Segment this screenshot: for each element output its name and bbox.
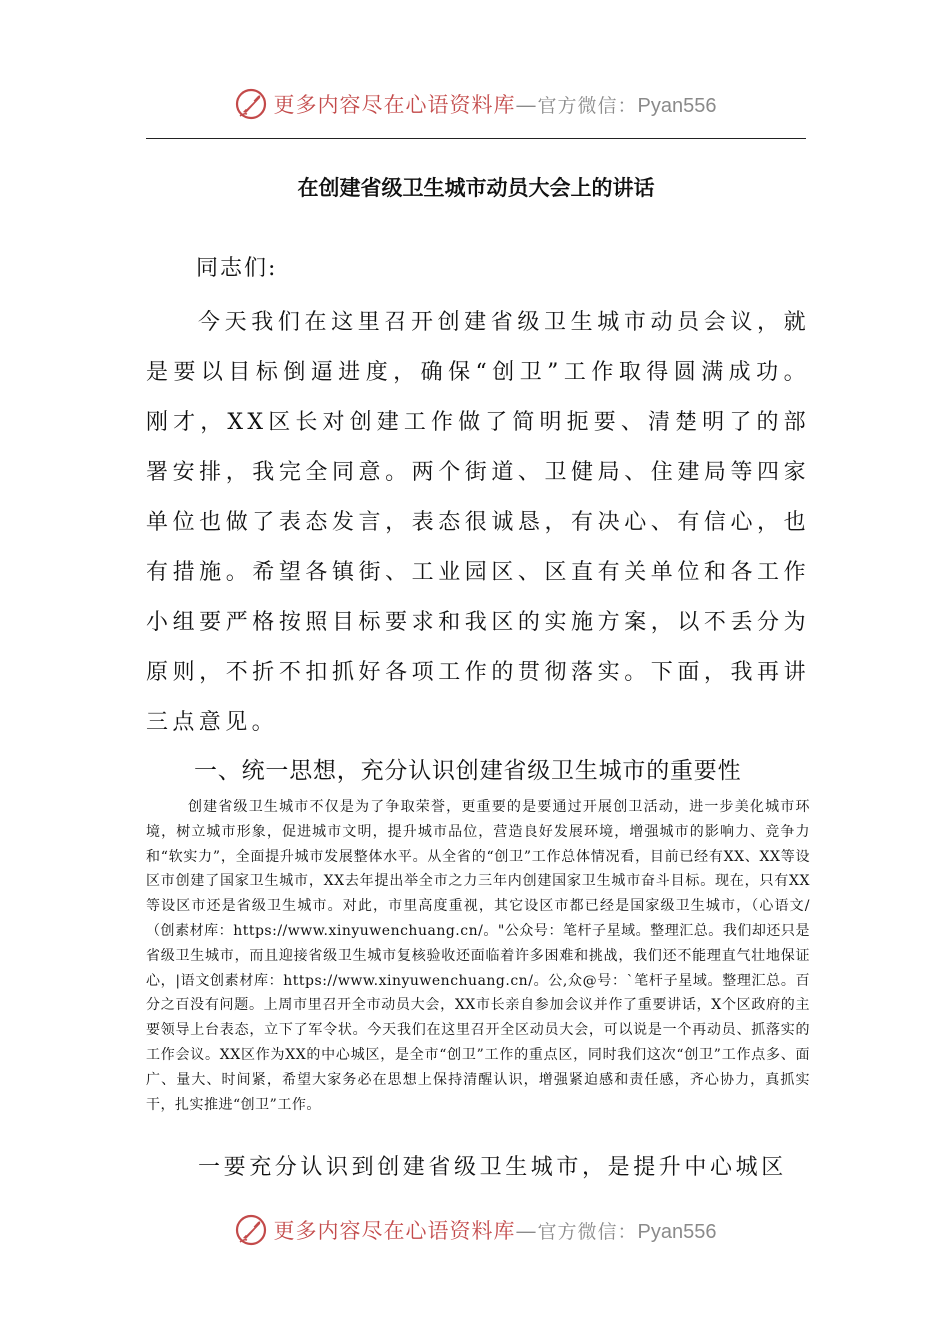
banner-wechat-id: Pyan556 [637, 1221, 717, 1243]
document-title: 在创建省级卫生城市动员大会上的讲话 [297, 176, 655, 200]
header-banner [0, 84, 950, 124]
banner-separator: — [515, 1219, 538, 1243]
banner-text [274, 1215, 717, 1245]
tail-paragraph: 一要充分认识到创建省级卫生城市，是提升中心城区 [198, 1155, 787, 1180]
banner-wechat-label: 官方微信： [537, 1221, 638, 1243]
banner-main-text: 更多内容尽在心语资料库 [273, 93, 516, 117]
banner-text [274, 89, 717, 119]
banner-wechat-label: 官方微信： [537, 95, 638, 117]
greeting: 同志们: [196, 256, 278, 281]
quill-pen-logo-icon [234, 1213, 268, 1247]
quill-pen-logo-icon [234, 87, 268, 121]
header-divider [146, 138, 806, 139]
banner-wechat-id: Pyan556 [637, 95, 717, 117]
section-1-paragraph: 创建省级卫生城市不仅是为了争取荣誉，更重要的是要通过开展创卫活动，进一步美化城市环境，树立城市形象，促进城市文明，提升城市品位，营造良好发展环境，增强城市的影响力、竞争力和“软实力”，全面提升城市发展整体水平。从全省的“创卫”工作总体情况看，目前已经有XX、XX等设区市创建了国家卫生城市，XX去年提出举全市之力三年内创建国家卫生城市奋斗目标。现在，只有XX等设区市还是省级卫生城市。对此，市里高度重视，其它设区市都已经是国家级卫生城市，（心语文/（创素材库：https://www.xinyuwenchuang.cn/。"公众号：笔杆子星域。整理汇总。我们却还只是省级卫生城市，而且迎接省级卫生城市复核验收还面临着许多困难和挑战，我们还不能理直气壮地保证心，|语文创素材库：https://www.xinyuwenchuang.cn/。公,众@号：`笔杆子星域。整理汇总。百分之百没有问题。上周市里召开全市动员大会，XX市长亲自参加会议并作了重要讲话，X个区政府的主要领导上台表态，立下了军令状。今天我们在这里召开全区动员大会，可以说是一个再动员、抓落实的工作会议。XX区作为XX的中心城区，是全市“创卫”工作的重点区，同时我们这次“创卫”工作点多、面广、量大、时间紧，希望大家务必在思想上保持清醒认识，增强紧迫感和责任感，齐心协力，真抓实干，扎实推进“创卫”工作。 [146, 799, 810, 1113]
banner-main-text: 更多内容尽在心语资料库 [273, 1219, 516, 1243]
footer-banner [0, 1210, 950, 1250]
intro-paragraph: 今天我们在这里召开创建省级卫生城市动员会议，就是要以目标倒逼进度，确保“创卫”工作取得圆满成功。刚才，XX区长对创建工作做了简明扼要、清楚明了的部署安排，我完全同意。两个街道、卫健局、住建局等四家单位也做了表态发言，表态很诚恳，有决心、有信心，也有措施。希望各镇街、工业园区、区直有关单位和各工作小组要严格按照目标要求和我区的实施方案，以不丢分为原则，不折不扣抓好各项工作的贯彻落实。下面，我再讲三点意见。 [146, 310, 810, 735]
banner-separator: — [515, 93, 538, 117]
section-1-heading: 一、统一思想，充分认识创建省级卫生城市的重要性 [194, 758, 742, 784]
